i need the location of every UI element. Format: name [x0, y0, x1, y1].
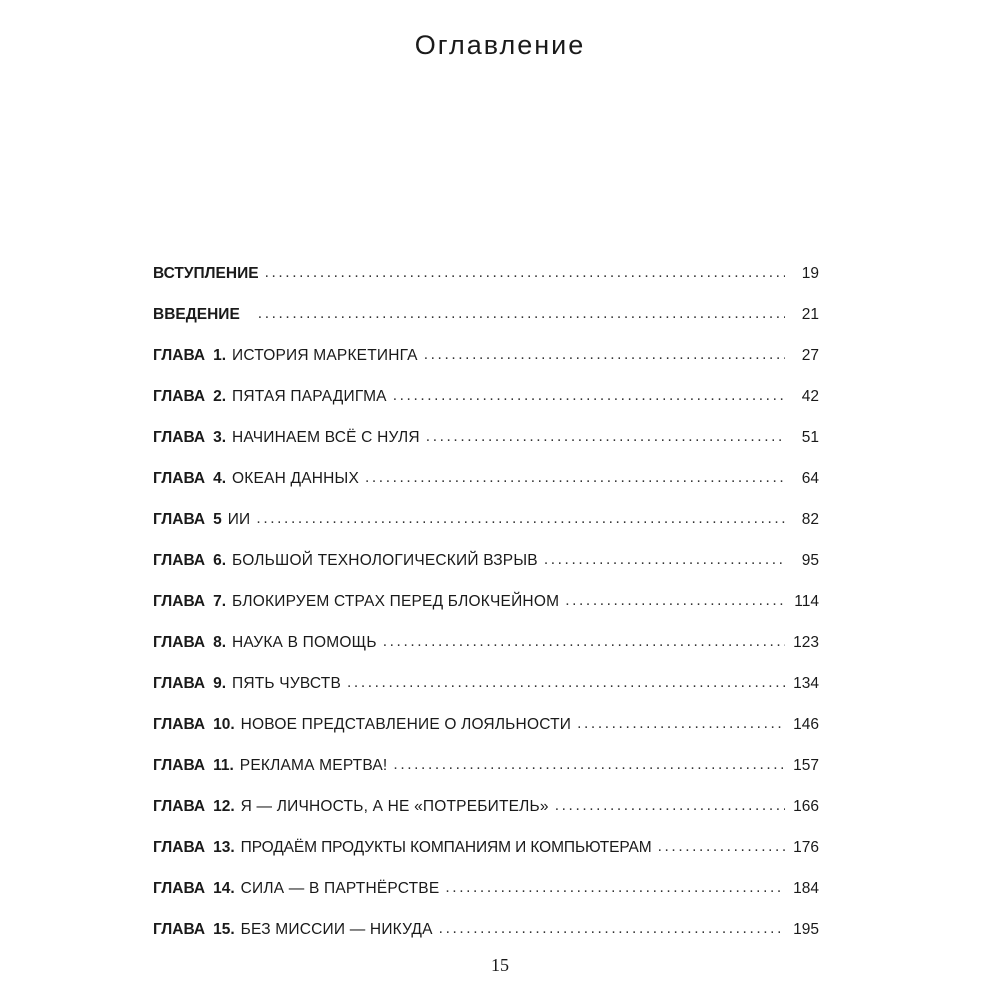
dot-leader: [365, 469, 785, 487]
toc-entry[interactable]: [153, 417, 819, 458]
toc-entry-label: ГЛАВА: [153, 633, 206, 651]
toc-entry-page: 166: [793, 797, 819, 815]
toc-entry-title: НАУКА В ПОМОЩЬ: [232, 633, 377, 651]
toc-entry[interactable]: [153, 294, 819, 335]
toc-entry-label: ГЛАВА: [153, 674, 206, 692]
dot-leader: [565, 592, 785, 610]
dot-leader: [439, 920, 785, 938]
toc-entry-title: НОВОЕ ПРЕДСТАВЛЕНИЕ О ЛОЯЛЬНОСТИ: [240, 715, 572, 733]
toc-entry-title: БЕЗ МИССИИ — НИКУДА: [240, 920, 433, 938]
toc-entry-label: ГЛАВА: [153, 346, 206, 364]
toc-entry-number: 6.: [213, 551, 227, 569]
toc-entry-page: 146: [793, 715, 819, 733]
toc-entry-number: 7.: [213, 592, 227, 610]
toc-entry[interactable]: [153, 376, 819, 417]
toc-entry[interactable]: [153, 581, 819, 622]
toc-entry-title: ПЯТЬ ЧУВСТВ: [232, 674, 341, 692]
toc-entry-label: ГЛАВА: [153, 387, 206, 405]
table-of-contents: [153, 253, 819, 950]
toc-entry-title: ИИ: [227, 510, 251, 528]
toc-entry-label: ГЛАВА: [153, 428, 206, 446]
dot-leader: [393, 756, 785, 774]
toc-entry-page: 27: [801, 346, 819, 364]
dot-leader: [555, 797, 785, 815]
toc-entry-number: 14.: [213, 879, 235, 897]
dot-leader: [393, 387, 785, 405]
page-title: Оглавление: [414, 30, 586, 60]
toc-entry-page: 176: [793, 838, 819, 856]
dot-leader: [383, 633, 785, 651]
dot-leader: [424, 346, 785, 364]
toc-entry[interactable]: [153, 499, 819, 540]
toc-entry-title: ОКЕАН ДАННЫХ: [232, 469, 359, 487]
toc-entry[interactable]: [153, 786, 819, 827]
dot-leader: [258, 305, 785, 323]
toc-entry-label: ГЛАВА: [153, 592, 206, 610]
toc-entry-number: 3.: [213, 428, 227, 446]
toc-entry-page: 134: [793, 674, 819, 692]
toc-entry[interactable]: [153, 253, 819, 294]
toc-entry-title: ПЯТАЯ ПАРАДИГМА: [232, 387, 387, 405]
toc-entry-page: 114: [794, 592, 819, 610]
dot-leader: [577, 715, 785, 733]
toc-entry-label: ГЛАВА: [153, 879, 206, 897]
toc-entry-title: ИСТОРИЯ МАРКЕТИНГА: [232, 346, 418, 364]
toc-entry-number: 4.: [213, 469, 227, 487]
toc-entry[interactable]: [153, 704, 819, 745]
toc-entry-number: 9.: [213, 674, 227, 692]
toc-entry[interactable]: [153, 909, 819, 950]
toc-entry-title: БЛОКИРУЕМ СТРАХ ПЕРЕД БЛОКЧЕЙНОМ: [232, 592, 560, 610]
toc-entry-page: 19: [801, 264, 819, 282]
toc-entry-label: ГЛАВА: [153, 469, 206, 487]
dot-leader: [347, 674, 785, 692]
dot-leader: [445, 879, 785, 897]
toc-entry-number: 8.: [213, 633, 227, 651]
dot-leader: [256, 510, 785, 528]
toc-entry-page: 51: [801, 428, 819, 446]
toc-entry-number: 12.: [213, 797, 235, 815]
dot-leader: [544, 551, 785, 569]
toc-entry-page: 82: [801, 510, 819, 528]
toc-entry-number: 5: [213, 510, 222, 528]
toc-entry-number: 13.: [213, 838, 235, 856]
toc-entry[interactable]: [153, 663, 819, 704]
toc-entry-page: 184: [793, 879, 819, 897]
page-number: 15: [491, 955, 509, 975]
toc-entry[interactable]: [153, 540, 819, 581]
toc-entry-label: ГЛАВА: [153, 797, 206, 815]
toc-entry-label: ГЛАВА: [153, 715, 206, 733]
toc-entry[interactable]: [153, 827, 819, 868]
toc-entry[interactable]: [153, 745, 819, 786]
toc-entry-number: 11.: [213, 756, 234, 774]
toc-entry-label: ВВЕДЕНИЕ: [153, 305, 240, 323]
toc-entry-title: СИЛА — В ПАРТНЁРСТВЕ: [240, 879, 440, 897]
toc-entry[interactable]: [153, 335, 819, 376]
toc-entry[interactable]: [153, 868, 819, 909]
dot-leader: [426, 428, 785, 446]
toc-entry-title: Я — ЛИЧНОСТЬ, А НЕ «ПОТРЕБИТЕЛЬ»: [240, 797, 549, 815]
dot-leader: [658, 838, 785, 856]
toc-entry[interactable]: [153, 458, 819, 499]
toc-entry-page: 21: [801, 305, 819, 323]
toc-entry-number: 1.: [213, 346, 227, 364]
toc-entry-page: 195: [793, 920, 819, 938]
toc-entry-title: НАЧИНАЕМ ВСЁ С НУЛЯ: [232, 428, 420, 446]
toc-entry-number: 2.: [213, 387, 227, 405]
toc-entry-label: ГЛАВА: [153, 756, 206, 774]
toc-entry-page: 64: [801, 469, 819, 487]
toc-entry-title: ПРОДАЁМ ПРОДУКТЫ КОМПАНИЯМ И КОМПЬЮТЕРАМ: [240, 838, 652, 856]
toc-entry-page: 42: [801, 387, 819, 405]
dot-leader: [265, 264, 785, 282]
toc-entry-number: 10.: [213, 715, 235, 733]
toc-entry-label: ВСТУПЛЕНИЕ: [153, 264, 259, 282]
toc-entry-title: БОЛЬШОЙ ТЕХНОЛОГИЧЕСКИЙ ВЗРЫВ: [232, 551, 538, 569]
toc-entry[interactable]: [153, 622, 819, 663]
toc-entry-label: ГЛАВА: [153, 838, 206, 856]
toc-entry-label: ГЛАВА: [153, 551, 206, 569]
toc-entry-label: ГЛАВА: [153, 920, 206, 938]
toc-entry-page: 157: [793, 756, 819, 774]
toc-entry-title: РЕКЛАМА МЕРТВА!: [239, 756, 388, 774]
toc-entry-number: 15.: [213, 920, 235, 938]
toc-entry-page: 123: [793, 633, 819, 651]
toc-entry-page: 95: [801, 551, 819, 569]
toc-entry-label: ГЛАВА: [153, 510, 206, 528]
